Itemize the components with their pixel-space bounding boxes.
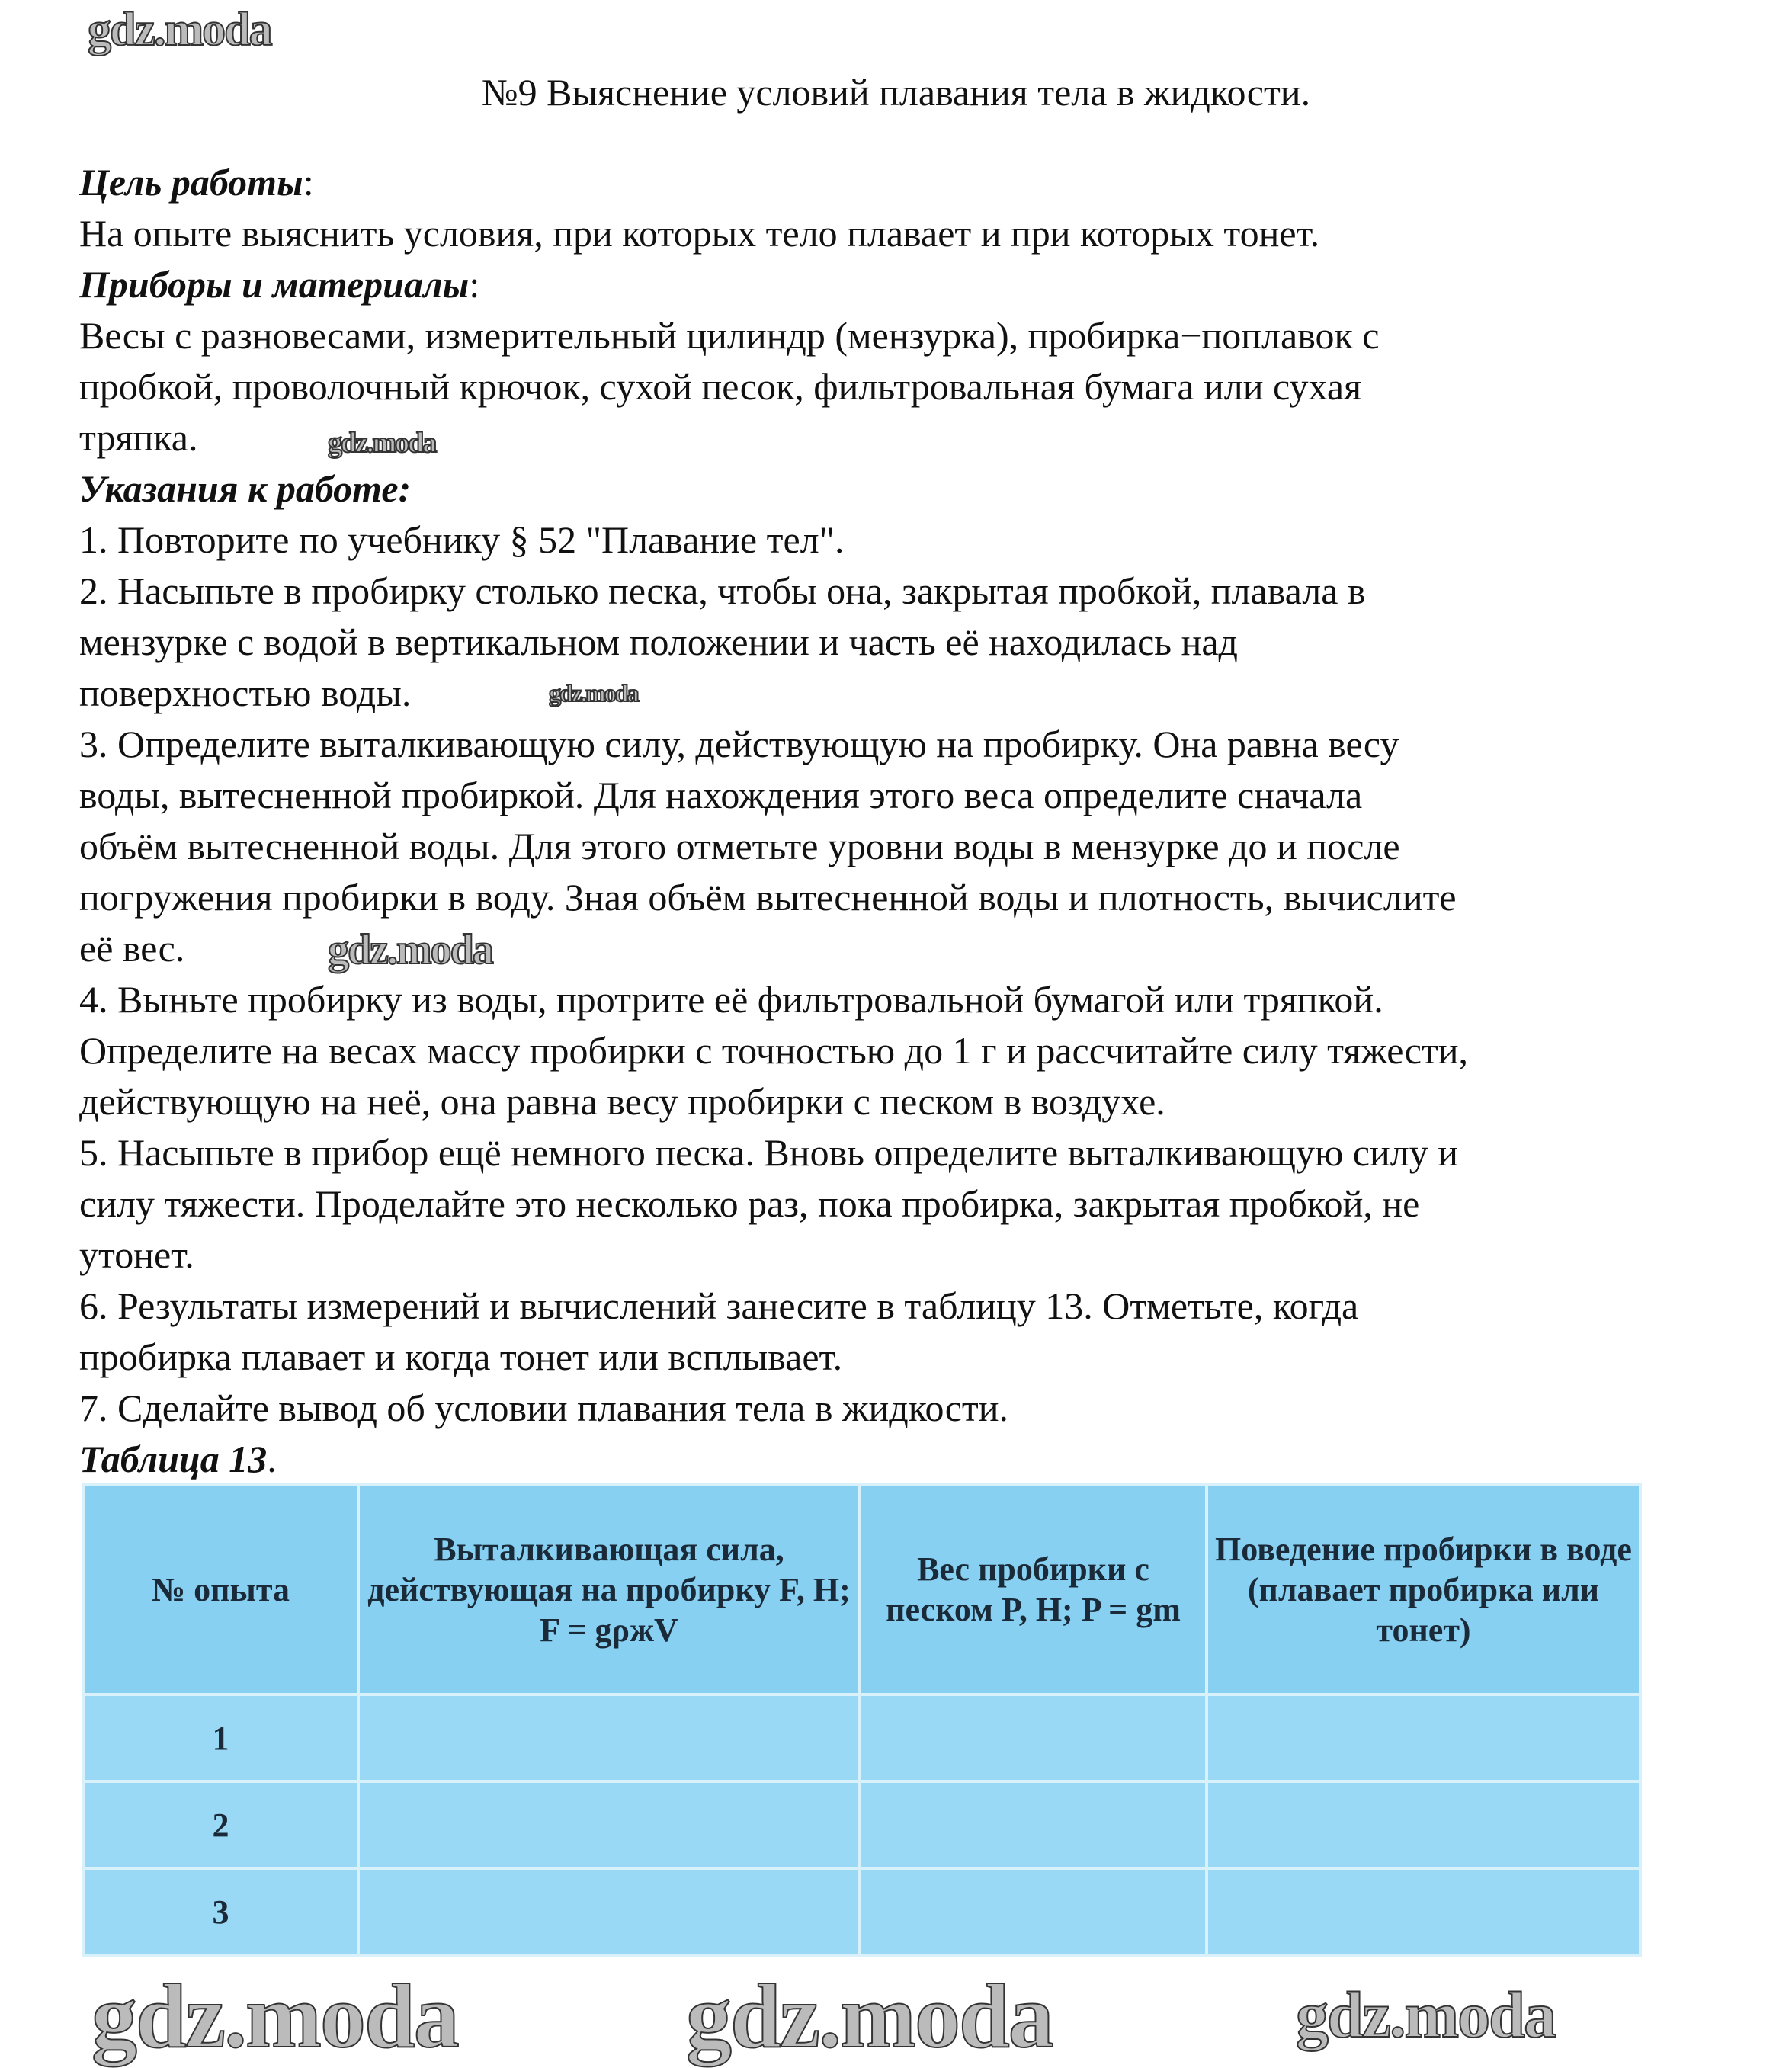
header-tube-weight: Вес пробирки с песком P, Н; P = gm [860,1484,1207,1694]
line-text: утонет. [79,1233,194,1276]
line-text: 3. Определите выталкивающую силу, действующую на пробирку. Она равна весу [79,723,1399,765]
text-line [79,1230,1468,1281]
watermark: gdz.moda [1296,1978,1555,2051]
line-text: Определите на весах массу пробирки с точностью до 1 г и рассчитайте силу тяжести, [79,1029,1468,1072]
line-suffix: : [469,263,480,306]
line-text: пробкой, проволочный крючок, сухой песок, фильтровальная бумага или сухая [79,365,1362,408]
text-line [79,361,1468,412]
line-text: поверхностью воды. [79,672,412,714]
table-cell [358,1868,860,1955]
text-line [79,208,1468,259]
table-cell [1207,1694,1640,1781]
table-cell [860,1694,1207,1781]
table-row [83,1694,1640,1781]
text-line [79,617,1468,668]
text-line [79,719,1468,770]
text-line [79,872,1468,923]
watermark: gdz.moda [328,926,492,973]
table-cell [1207,1781,1640,1868]
line-text: силу тяжести. Проделайте это несколько раз, пока пробирка, закрытая пробкой, не [79,1182,1420,1225]
table-cell [1207,1868,1640,1955]
line-text: 2. Насыпьте в пробирку столько песка, чтобы она, закрытая пробкой, плавала в [79,569,1366,612]
line-text: На опыте выяснить условия, при которых тело плавает и при которых тонет. [79,212,1320,255]
text-line [79,412,1468,463]
section-heading [79,463,1468,515]
line-text: тряпка. [79,416,198,459]
page-title: №9 Выяснение условий плавания тела в жидкости. [481,71,1311,114]
experiment-number-cell: 3 [83,1868,358,1955]
line-suffix: . [267,1438,277,1480]
experiment-number-cell: 2 [83,1781,358,1868]
text-line [79,1025,1468,1076]
section-heading [79,1434,1468,1485]
line-text: 5. Насыпьте в прибор ещё немного песка. Вновь определите выталкивающую силу и [79,1131,1458,1174]
watermark: gdz.moda [91,1965,458,2066]
line-text: 6. Результаты измерений и вычислений занесите в таблицу 13. Отметьте, когда [79,1284,1359,1327]
line-text: её вес. [79,927,185,970]
text-line [79,1127,1468,1178]
table-cell [860,1868,1207,1955]
text-line [79,310,1468,361]
line-text: объём вытесненной воды. Для этого отметьте уровни воды в мензурке до и после [79,825,1400,867]
line-text: Таблица 13 [79,1438,268,1480]
text-line [79,1332,1468,1383]
watermark: gdz.moda [328,427,436,459]
header-buoyant-force: Выталкивающая сила, действующая на пробирку F, Н; F = gρжV [358,1484,860,1694]
table-cell [358,1781,860,1868]
text-line [79,974,1468,1025]
text-line [79,1076,1468,1127]
line-text: 4. Выньте пробирку из воды, протрите её фильтровальной бумагой или тряпкой. [79,978,1383,1021]
text-line [79,770,1468,821]
section-heading [79,157,1468,208]
header-experiment-number: № опыта [83,1484,358,1694]
text-line [79,1178,1468,1230]
table-cell [860,1781,1207,1868]
table-row [83,1781,1640,1868]
text-line [79,515,1468,566]
line-text: 7. Сделайте вывод об условии плавания тела в жидкости. [79,1387,1008,1429]
header-tube-behavior: Поведение пробирки в воде (плавает пробирка или тонет) [1207,1484,1640,1694]
table-row [83,1868,1640,1955]
experiment-number-cell: 1 [83,1694,358,1781]
watermark: gdz.moda [686,1965,1053,2066]
line-text: погружения пробирки в воду. Зная объём вытесненной воды и плотность, вычислите [79,876,1457,919]
section-heading [79,259,1468,310]
line-text: Указания к работе: [79,467,412,510]
line-suffix: : [303,161,314,204]
line-text: Весы с разновесами, измерительный цилиндр (мензурка), пробирка−поплавок с [79,314,1380,357]
text-line [79,923,1468,974]
text-line [79,566,1468,617]
watermark: gdz.moda [549,679,638,707]
table-header-row [83,1484,1640,1694]
results-table [82,1483,1642,1957]
watermark: gdz.moda [88,4,271,56]
line-text: воды, вытесненной пробиркой. Для нахождения этого веса определите сначала [79,774,1363,816]
line-text: Приборы и материалы [79,263,470,306]
line-text: Цель работы [79,161,303,204]
line-text: действующую на неё, она равна весу пробирки с песком в воздухе. [79,1080,1165,1123]
document-body [79,157,1468,1485]
text-line [79,1383,1468,1434]
text-line [79,821,1468,872]
text-line [79,1281,1468,1332]
line-text: мензурке с водой в вертикальном положении и часть её находилась над [79,620,1238,663]
table-cell [358,1694,860,1781]
text-line [79,668,1468,719]
line-text: 1. Повторите по учебнику § 52 "Плавание тел". [79,518,845,561]
line-text: пробирка плавает и когда тонет или всплывает. [79,1335,843,1378]
